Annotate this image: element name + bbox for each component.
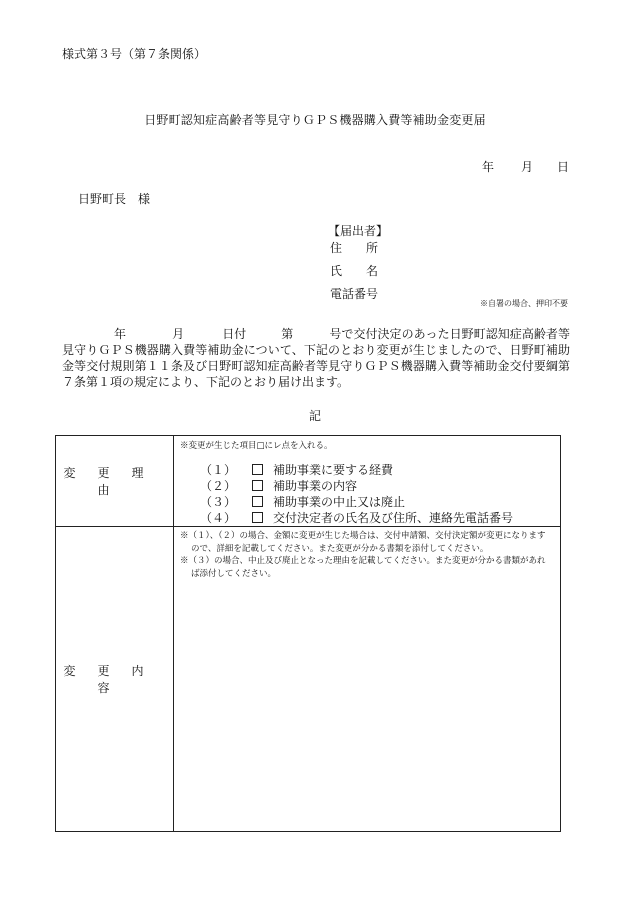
- option-label: 交付決定者の氏名及び住所、連絡先電話番号: [273, 511, 514, 525]
- body-year: 年: [114, 327, 127, 341]
- date-month-label: 月: [521, 160, 534, 174]
- option-number: （４）: [200, 511, 237, 525]
- checkbox-icon[interactable]: [252, 512, 263, 523]
- reason-option-4[interactable]: [200, 510, 560, 526]
- option-number: （１）: [200, 463, 237, 477]
- option-number: （２）: [200, 479, 237, 493]
- reason-cell: [174, 436, 561, 527]
- date-year-label: 年: [482, 160, 495, 174]
- applicant-name-label: 氏 名: [330, 264, 379, 278]
- applicant-phone-label: 電話番号: [330, 287, 379, 301]
- option-label: 補助事業の内容: [273, 479, 358, 493]
- content-cell[interactable]: [174, 527, 561, 832]
- ki-heading: 記: [308, 409, 321, 423]
- body-month: 月: [172, 327, 185, 341]
- reason-option-1[interactable]: [200, 462, 560, 478]
- reason-option-3[interactable]: [200, 494, 560, 510]
- reason-option-2[interactable]: [200, 478, 560, 494]
- reason-note: ※変更が生じた項目□にレ点を入れる。: [180, 441, 333, 451]
- applicant-address-label: 住 所: [330, 241, 379, 255]
- body-number-prefix: 第: [281, 327, 294, 341]
- change-form-table: [55, 435, 561, 832]
- content-note-1: ※（１）、（２）の場合、金額に変更が生じた場合は、交付申請額、交付決定額が変更になりますので、詳細を記載してください。また変更が分かる書類を添付してください。: [180, 531, 546, 554]
- body-date-suffix: 日付: [222, 327, 247, 341]
- seal-note: ※自署の場合、押印不要: [480, 299, 568, 308]
- content-label-cell: [56, 527, 174, 832]
- content-notes: [174, 527, 560, 580]
- page-title: 日野町認知症高齢者等見守りＧＰＳ機器購入費等補助金変更届: [144, 113, 486, 127]
- option-label: 補助事業の中止又は廃止: [273, 495, 406, 509]
- option-label: 補助事業に要する経費: [273, 463, 394, 477]
- content-label: 変更内容: [63, 664, 166, 695]
- body-rest: 等見守りＧＰＳ機器購入費等補助金について、下記のとおり変更が生じましたので、日野町補助金等交付規則第１１条及び日野町認知症高齢者等見守りＧＰＳ機器購入費等補助金交付要綱第７条第１項の規定により、下記のとおり届け出ます。: [62, 327, 570, 389]
- checkbox-icon[interactable]: [252, 496, 263, 507]
- form-number: 様式第３号（第７条関係）: [62, 47, 207, 61]
- body-paragraph: [62, 326, 570, 390]
- reason-options: [174, 451, 560, 526]
- checkbox-icon[interactable]: [252, 464, 263, 475]
- addressee: 日野町長 様: [78, 192, 151, 206]
- date-day-label: 日: [557, 160, 570, 174]
- content-note-2: ※（３）の場合、中止及び廃止となった理由を記載してください。また変更が分かる書類があれば添付してください。: [180, 556, 546, 579]
- option-number: （３）: [200, 495, 237, 509]
- body-line1-rest: 号で交付決定のあった日野町認知症高齢者: [329, 327, 558, 341]
- reason-label-cell: [56, 436, 174, 527]
- reason-label: 変更理由: [63, 466, 166, 497]
- applicant-heading: 【届出者】: [328, 224, 389, 238]
- checkbox-icon[interactable]: [252, 480, 263, 491]
